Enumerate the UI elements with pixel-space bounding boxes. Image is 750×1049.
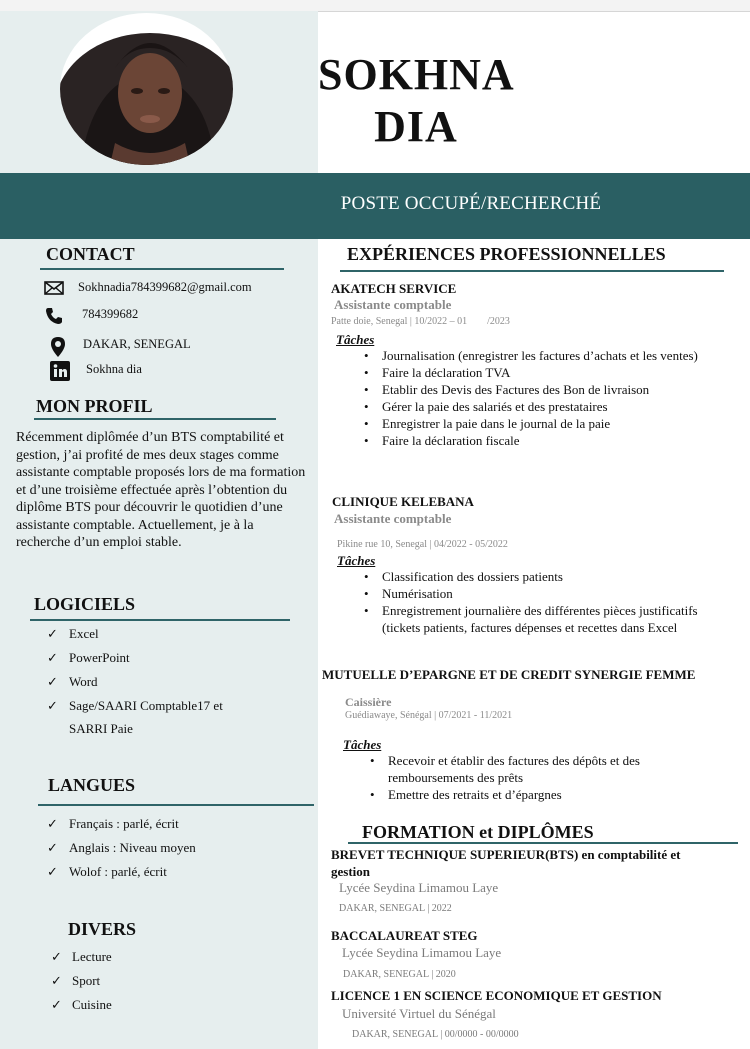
contact-heading: CONTACT [46, 244, 135, 264]
linkedin-link[interactable]: Sokhna dia [86, 362, 142, 376]
profile-text: Récemment diplômée d’un BTS comptabilité et gestion, j’ai profité de mes deux stages comme assistante comptable proposés lors de ma formation et d’une troisième effectuée après l’obtention du diplôme BTS pour découvrir le quotidien d’une assistante comptable. Actuellement, je à la recherche d’un emploi stable. [16, 430, 306, 550]
phone-icon [44, 306, 64, 326]
software-item: ✓ Sage/SAARI Comptable17 et [47, 698, 223, 713]
task-item: • Faire la déclaration fiscale [364, 433, 520, 448]
education-meta: DAKAR, SENEGAL | 2022 [339, 903, 452, 914]
job-role: Assistante comptable [334, 297, 452, 312]
experience-divider [340, 270, 724, 272]
task-item: • Recevoir et établir des factures des dépôts et des [370, 753, 640, 768]
software-item: ✓ Excel [47, 626, 99, 641]
education-school: Lycée Seydina Limamou Laye [342, 945, 502, 960]
job-task-list [364, 347, 742, 449]
languages-divider [38, 804, 314, 806]
email-link[interactable]: Sokhnadia784399682@gmail.com [78, 280, 252, 294]
bullet-icon: • [370, 787, 375, 802]
position-title: POSTE OCCUPÉ/RECHERCHÉ [340, 193, 602, 214]
task-item: • Etablir des Devis des Factures des Bon de livraison [364, 382, 650, 397]
software-item-continuation: SARRI Paie [69, 721, 133, 736]
task-item-continuation: (tickets patients, factures dépenses et recettes dans Excel [382, 620, 678, 635]
software-item: ✓ Word [47, 674, 98, 689]
language-item: ✓ Français : parlé, écrit [47, 816, 179, 831]
task-item-continuation: remboursements des prêts [388, 770, 524, 785]
misc-item: ✓ Cuisine [51, 997, 112, 1012]
location-pin-icon [50, 336, 70, 356]
check-icon: ✓ [47, 840, 58, 855]
task-item: • Numérisation [364, 586, 453, 601]
mail-icon [44, 280, 64, 300]
task-item: • Enregistrer la paie dans le journal de la paie [364, 416, 611, 431]
language-item: ✓ Wolof : parlé, écrit [47, 864, 167, 879]
first-name: SOKHNA [318, 50, 515, 99]
education-school: Université Virtuel du Sénégal [342, 1006, 496, 1021]
profile-heading: MON PROFIL [36, 396, 153, 416]
task-item: • Faire la déclaration TVA [364, 365, 511, 380]
check-icon: ✓ [51, 997, 62, 1012]
tasks-label: Tâches [343, 737, 382, 752]
task-item: • Enregistrement journalière des différentes pièces justificatifs [364, 603, 698, 618]
job-task-list [364, 568, 744, 636]
last-name: DIA [374, 102, 458, 151]
bullet-icon: • [364, 365, 369, 380]
misc-heading: DIVERS [68, 919, 137, 939]
job-company: CLINIQUE KELEBANA [332, 494, 474, 509]
education-meta: DAKAR, SENEGAL | 00/0000 - 00/0000 [352, 1029, 519, 1040]
bullet-icon: • [364, 416, 369, 431]
job-meta: Guédiawaye, Sénégal | 07/2021 - 11/2021 [345, 710, 513, 721]
contact-divider [40, 268, 284, 270]
profile-photo [60, 13, 233, 165]
education-heading: FORMATION et DIPLÔMES [362, 822, 594, 842]
bullet-icon: • [364, 382, 369, 397]
language-item: ✓ Anglais : Niveau moyen [47, 840, 196, 855]
misc-item: ✓ Lecture [51, 949, 112, 964]
task-item: • Gérer la paie des salariés et des prestataires [364, 399, 608, 414]
job-meta: Patte doie, Senegal | 10/2022 – 01 /2023 [331, 316, 510, 327]
check-icon: ✓ [47, 650, 58, 665]
bullet-icon: • [364, 433, 369, 448]
bullet-icon: • [364, 348, 369, 363]
languages-list [47, 816, 307, 888]
job-role: Assistante comptable [334, 511, 452, 526]
job-task-list [370, 752, 738, 803]
misc-list [51, 949, 251, 1021]
bullet-icon: • [370, 753, 375, 768]
education-title-continuation: gestion [331, 864, 370, 879]
task-item: • Classification des dossiers patients [364, 569, 563, 584]
software-divider [30, 619, 290, 621]
task-item: • Journalisation (enregistrer les factures d’achats et les ventes) [364, 348, 698, 363]
task-item: • Emettre des retraits et d’épargnes [370, 787, 562, 802]
check-icon: ✓ [47, 698, 58, 713]
linkedin-icon [50, 361, 70, 381]
tasks-label: Tâches [336, 332, 375, 347]
profile-divider [34, 418, 276, 420]
check-icon: ✓ [47, 816, 58, 831]
bullet-icon: • [364, 569, 369, 584]
education-meta: DAKAR, SENEGAL | 2020 [343, 969, 456, 980]
address: DAKAR, SENEGAL [83, 337, 191, 351]
software-list [47, 626, 307, 745]
education-title: BREVET TECHNIQUE SUPERIEUR(BTS) en comptabilité et [331, 847, 681, 862]
misc-item: ✓ Sport [51, 973, 101, 988]
bullet-icon: • [364, 399, 369, 414]
education-title: BACCALAUREAT STEG [331, 928, 478, 943]
bullet-icon: • [364, 586, 369, 601]
education-school: Lycée Seydina Limamou Laye [339, 880, 499, 895]
education-title: LICENCE 1 EN SCIENCE ECONOMIQUE ET GESTION [331, 988, 662, 1003]
bullet-icon: • [364, 603, 369, 618]
experience-heading: EXPÉRIENCES PROFESSIONNELLES [347, 244, 666, 264]
portrait-image [60, 13, 233, 165]
phone-number: 784399682 [82, 307, 139, 321]
languages-heading: LANGUES [48, 775, 136, 795]
check-icon: ✓ [47, 626, 58, 641]
check-icon: ✓ [47, 674, 58, 689]
check-icon: ✓ [47, 864, 58, 879]
job-company: MUTUELLE D’EPARGNE ET DE CREDIT SYNERGIE FEMME [322, 667, 696, 682]
job-company: AKATECH SERVICE [331, 281, 457, 296]
education-divider [348, 842, 738, 844]
job-meta: Pikine rue 10, Senegal | 04/2022 - 05/2022 [337, 539, 508, 550]
check-icon: ✓ [51, 949, 62, 964]
software-heading: LOGICIELS [34, 594, 136, 614]
check-icon: ✓ [51, 973, 62, 988]
software-item: ✓ PowerPoint [47, 650, 130, 665]
tasks-label: Tâches [337, 553, 376, 568]
job-role: Caissière [345, 695, 392, 709]
